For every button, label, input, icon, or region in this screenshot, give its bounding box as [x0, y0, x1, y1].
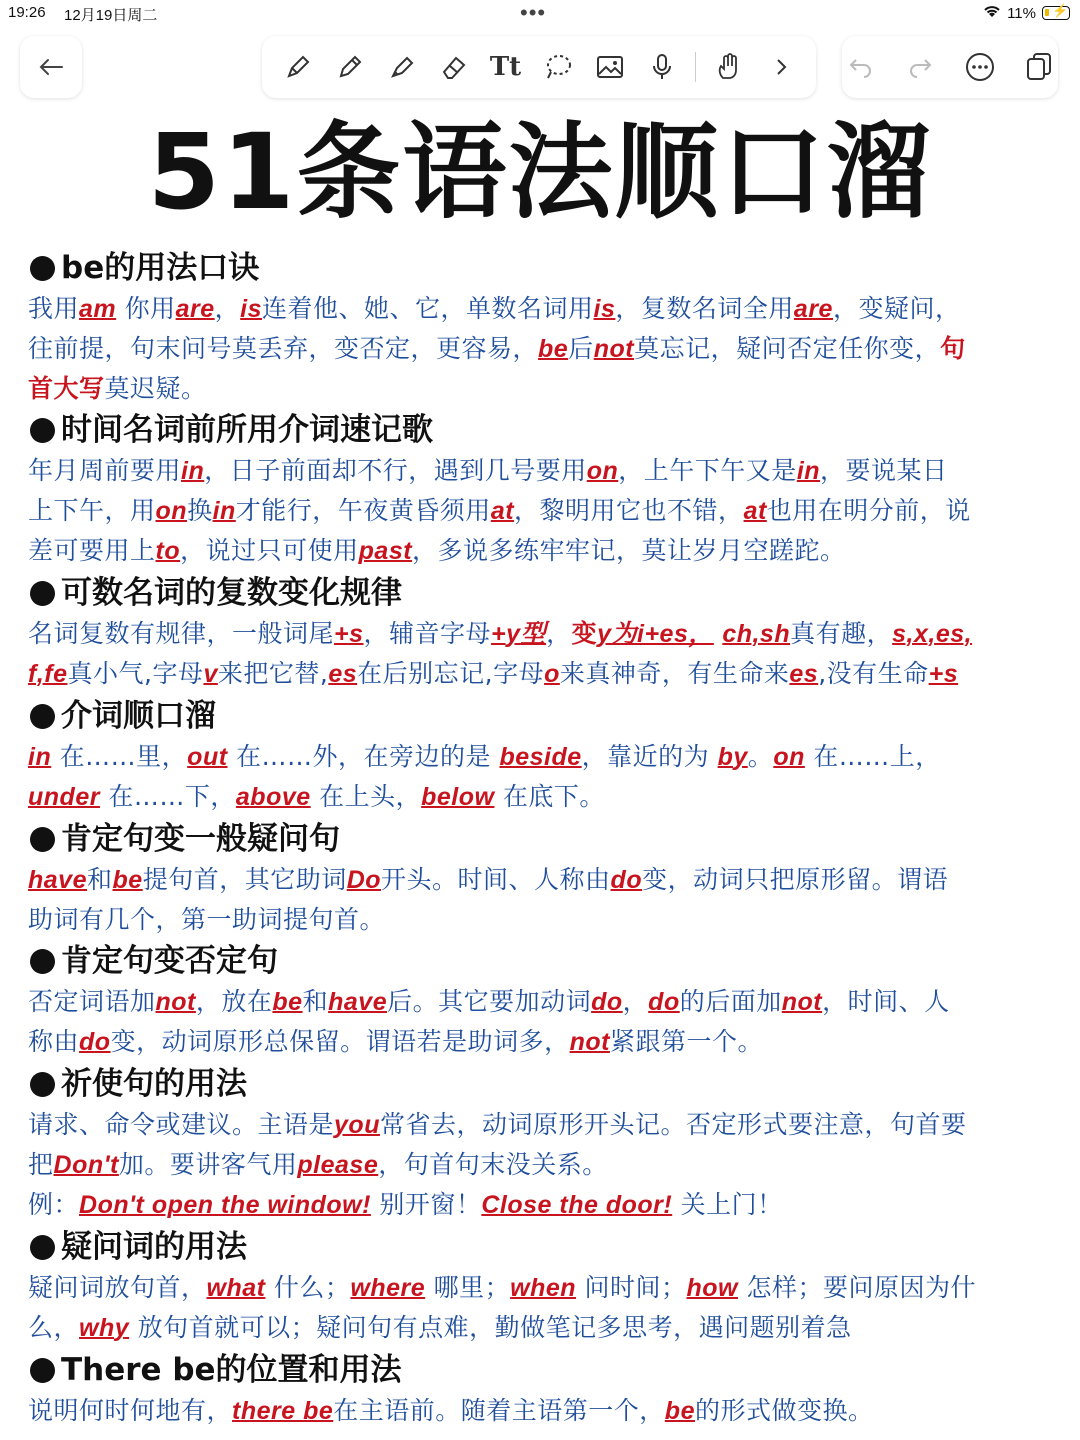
body-text: 变，动词只把原形留。谓语	[642, 865, 949, 894]
section-heading-text: There be的位置和用法	[61, 1352, 402, 1388]
body-text: 变，动词原形总保留。谓语若是助词多，	[110, 1027, 570, 1056]
body-text: 差可要用上	[28, 536, 156, 565]
section-body	[28, 1105, 1058, 1225]
keyword: in	[796, 457, 821, 485]
grammar-section	[28, 696, 1058, 817]
body-text: 和	[302, 987, 329, 1016]
section-heading	[28, 248, 1058, 289]
grammar-section	[28, 819, 1058, 939]
body-text: 的后面加	[679, 987, 782, 1016]
section-body	[28, 451, 1058, 571]
body-text: 在后别忘记,字母	[357, 659, 545, 688]
body-text: 紧跟第一个。	[609, 1027, 763, 1056]
keyword: in	[181, 457, 205, 485]
keyword: out	[187, 743, 228, 771]
section-heading	[28, 1064, 1058, 1105]
body-text: 关上门！	[672, 1190, 783, 1219]
keyword: on	[773, 743, 805, 771]
body-text: ，时间、人	[822, 987, 950, 1016]
section-body	[28, 982, 1058, 1062]
keyword: be	[664, 1397, 695, 1425]
status-time: 19:26	[8, 4, 46, 21]
pages-icon[interactable]	[1021, 48, 1059, 86]
keyword: have	[28, 866, 87, 894]
body-text: 问时间；	[576, 1273, 687, 1302]
back-arrow-icon	[32, 48, 70, 86]
body-text: ，靠近的为	[581, 742, 718, 771]
body-line	[28, 860, 1058, 900]
body-text: 放句首就可以；疑问句有点难，勤做笔记多思考，遇问题别着急	[129, 1313, 852, 1342]
keyword: what	[206, 1274, 266, 1302]
body-text: 和	[86, 865, 113, 894]
grammar-section	[28, 1350, 1058, 1431]
body-text: ，辅音字母	[363, 619, 492, 648]
keyword: do	[591, 988, 623, 1016]
section-body	[28, 1391, 1058, 1431]
toolbar	[0, 36, 1080, 100]
body-text: 真有趣，	[790, 619, 893, 648]
bullet-icon	[30, 1358, 55, 1383]
keyword: under	[28, 783, 100, 811]
keyword: do	[79, 1028, 111, 1056]
body-text: 在……里，	[51, 742, 188, 771]
keyword: in	[28, 743, 52, 771]
keyword: on	[586, 457, 619, 485]
section-heading	[28, 1350, 1058, 1391]
microphone-icon[interactable]	[643, 48, 681, 86]
keyword: please	[297, 1151, 379, 1179]
bullet-icon	[30, 1072, 55, 1097]
keyword: past	[358, 537, 413, 565]
bullet-icon	[30, 949, 55, 974]
keyword: by	[717, 743, 748, 771]
keyword: not	[781, 988, 823, 1016]
keyword: how	[686, 1274, 738, 1302]
keyword: be	[112, 866, 143, 894]
note-content	[28, 248, 1058, 1433]
body-text: 的形式做变换。	[694, 1396, 874, 1425]
keyword: do	[648, 988, 680, 1016]
eraser-icon[interactable]	[435, 48, 473, 86]
body-text: 名词复数有规律，一般词尾	[28, 619, 335, 648]
body-text: 在……外，在旁边的是	[227, 742, 500, 771]
body-line	[28, 1391, 1058, 1431]
body-line	[28, 1022, 1058, 1062]
pencil-icon[interactable]	[331, 48, 369, 86]
body-text: 称由	[28, 1027, 80, 1056]
hand-icon[interactable]	[710, 48, 748, 86]
body-line	[28, 614, 1058, 654]
body-text: 加。要讲客气用	[118, 1150, 298, 1179]
body-text: ，变疑问，	[832, 294, 961, 323]
grammar-section	[28, 248, 1058, 408]
grammar-section	[28, 941, 1058, 1062]
body-text: 后。其它要加动词	[387, 987, 592, 1016]
grammar-section	[28, 1064, 1058, 1225]
body-text: ，说过只可使用	[180, 536, 359, 565]
body-text: 哪里；	[425, 1273, 511, 1302]
battery-icon: ⚡	[1042, 6, 1070, 20]
body-text: 来把它替,	[217, 659, 329, 688]
body-text: 别开窗！	[370, 1190, 482, 1219]
grammar-section	[28, 573, 1058, 694]
body-text: 在……下，	[99, 782, 236, 811]
body-text: 真小气,字母	[67, 659, 204, 688]
body-line	[28, 1145, 1058, 1185]
section-heading-text: 祈使句的用法	[61, 1066, 247, 1102]
body-text: 你用	[116, 294, 176, 323]
text-icon[interactable]: Tt	[489, 52, 522, 82]
body-text: 莫迟疑。	[104, 374, 207, 403]
keyword: es	[789, 660, 819, 688]
body-text: ,没有生命	[818, 659, 929, 688]
status-right	[983, 4, 1070, 22]
bullet-icon	[30, 704, 55, 729]
section-body	[28, 737, 1058, 817]
body-text: 么，	[28, 1313, 80, 1342]
section-body	[28, 289, 1058, 408]
body-text: ，	[622, 987, 649, 1016]
redo-icon[interactable]	[902, 48, 940, 86]
body-text: ，复数名词全用	[615, 294, 794, 323]
keyword: not	[155, 988, 196, 1016]
keyword: do	[610, 866, 643, 894]
body-text: ，多说多练牢牢记，莫让岁月空蹉跎。	[412, 536, 846, 565]
body-text: 也用在明分前，说	[766, 496, 971, 525]
body-text: 疑问词放句首，	[28, 1273, 207, 1302]
section-body	[28, 614, 1058, 694]
body-text: 把	[28, 1150, 54, 1179]
body-line	[28, 531, 1058, 571]
keyword: below	[421, 783, 495, 811]
keyword: f,fe	[28, 660, 68, 688]
keyword: Don't open the window!	[79, 1191, 371, 1219]
bullet-icon	[30, 418, 55, 443]
body-text: ，	[546, 619, 572, 648]
chevron-right-icon[interactable]	[762, 48, 800, 86]
section-heading-text: be的用法口诀	[61, 250, 260, 286]
keyword: is	[593, 295, 616, 323]
body-text: 否定词语加	[28, 987, 156, 1016]
body-text: 来真神奇，有生命来	[559, 659, 790, 688]
keyword: +y型	[491, 620, 547, 648]
body-text: ，	[214, 294, 241, 323]
keyword: are	[793, 295, 833, 323]
body-line	[28, 491, 1058, 531]
section-heading	[28, 573, 1058, 614]
body-line	[28, 654, 1058, 694]
body-line	[28, 289, 1058, 329]
keyword: Close the door!	[481, 1191, 673, 1219]
keyword: at	[490, 497, 515, 525]
section-heading-text: 时间名词前所用介词速记歌	[61, 412, 433, 448]
body-text: 在……上，	[804, 742, 941, 771]
lasso-icon[interactable]	[539, 48, 577, 86]
body-text: 提句首，其它助词	[142, 865, 347, 894]
body-line	[28, 900, 1058, 939]
body-line	[28, 1105, 1058, 1145]
body-text: 。	[747, 742, 774, 771]
status-date: 12月19日周二	[64, 7, 158, 24]
keyword: above	[235, 783, 311, 811]
bullet-icon	[30, 581, 55, 606]
section-body	[28, 860, 1058, 939]
body-text: 莫忘记，疑问否定任你变，	[634, 334, 941, 363]
grammar-section	[28, 410, 1058, 571]
body-text: ，要说某日	[820, 456, 948, 485]
section-heading-text: 介词顺口溜	[61, 698, 216, 734]
highlight-text: 首大写	[28, 374, 105, 403]
keyword: why	[79, 1314, 130, 1342]
highlight-text: 变	[571, 619, 598, 648]
body-text: 说明何时何地有，	[28, 1396, 233, 1425]
body-text: 上下午，用	[28, 496, 156, 525]
grammar-section	[28, 1227, 1058, 1348]
body-text: ，上午下午又是	[618, 456, 797, 485]
body-text: 后	[568, 334, 594, 363]
keyword: are	[175, 295, 215, 323]
keyword: Don't	[53, 1151, 119, 1179]
bullet-icon	[30, 256, 55, 281]
image-icon[interactable]	[591, 48, 629, 86]
body-text: ，放在	[195, 987, 273, 1016]
keyword: Do	[346, 866, 382, 894]
keyword: s,x,es,	[892, 620, 973, 648]
keyword: to	[155, 537, 181, 565]
body-text: 常省去，动词原形开头记。否定形式要注意，句首要	[379, 1110, 967, 1139]
document-actions	[842, 36, 1058, 98]
section-heading	[28, 410, 1058, 451]
keyword: v	[203, 660, 218, 688]
keyword: not	[593, 335, 635, 363]
body-text: 请求、命令或建议。主语是	[28, 1110, 335, 1139]
keyword: be	[272, 988, 303, 1016]
keyword: is	[240, 295, 263, 323]
keyword: where	[350, 1274, 426, 1302]
body-text: 连着他、她、它，单数名词用	[262, 294, 594, 323]
body-text: ，句首句末没关系。	[378, 1150, 608, 1179]
body-text: 换	[187, 496, 213, 525]
body-text: 例：	[28, 1190, 80, 1219]
keyword: at	[743, 497, 767, 525]
status-bar	[0, 0, 1080, 28]
undo-icon[interactable]	[842, 48, 880, 86]
highlight-text: 句	[940, 334, 966, 363]
body-text: 开头。时间、人称由	[381, 865, 611, 894]
keyword: ch,sh	[722, 620, 791, 648]
multitask-dots[interactable]: •••	[520, 0, 547, 25]
keyword: y为i+es，	[597, 620, 714, 648]
body-text: 怎样；要问原因为什	[738, 1273, 976, 1302]
section-heading	[28, 941, 1058, 982]
keyword: on	[155, 497, 188, 525]
wifi-icon	[983, 4, 1001, 22]
keyword: have	[328, 988, 388, 1016]
keyword: when	[510, 1274, 577, 1302]
toolbar-divider	[695, 52, 696, 82]
section-body	[28, 1268, 1058, 1348]
keyword: +s	[334, 620, 364, 648]
keyword: in	[212, 497, 236, 525]
body-line	[28, 1185, 1058, 1225]
body-text: 什么；	[265, 1273, 351, 1302]
body-text: 在底下。	[494, 782, 605, 811]
body-text: 我用	[28, 294, 80, 323]
keyword: es	[328, 660, 358, 688]
keyword: am	[79, 295, 117, 323]
keyword: you	[334, 1111, 380, 1139]
body-text: 年月周前要用	[28, 456, 182, 485]
body-text: ，日子前面却不行，遇到几号要用	[204, 456, 587, 485]
pen-icon[interactable]	[279, 48, 317, 86]
body-text: 才能行，午夜黄昏须用	[235, 496, 491, 525]
body-text: ，黎明用它也不错，	[514, 496, 744, 525]
keyword: o	[544, 660, 560, 688]
section-heading	[28, 1227, 1058, 1268]
keyword: be	[538, 335, 569, 363]
body-line	[28, 982, 1058, 1022]
section-heading	[28, 819, 1058, 860]
more-icon[interactable]	[961, 48, 999, 86]
keyword: not	[569, 1028, 610, 1056]
bullet-icon	[30, 827, 55, 852]
back-button[interactable]	[20, 36, 82, 98]
highlighter-icon[interactable]	[383, 48, 421, 86]
keyword: +s	[928, 660, 959, 688]
body-line	[28, 737, 1058, 777]
section-heading-text: 疑问词的用法	[61, 1229, 247, 1265]
body-text: 在上头，	[310, 782, 422, 811]
bullet-icon	[30, 1235, 55, 1260]
body-line	[28, 1268, 1058, 1308]
body-text: 往前提，句末问号莫丢弃，变否定，更容易，	[28, 334, 539, 363]
battery-percent: 11%	[1007, 4, 1036, 22]
section-heading-text: 肯定句变一般疑问句	[61, 821, 340, 857]
body-text: 助词有几个，第一助词提句首。	[28, 905, 386, 934]
body-line	[28, 369, 1058, 408]
drawing-tools	[262, 36, 816, 98]
keyword: there be	[232, 1397, 334, 1425]
body-line	[28, 451, 1058, 491]
section-heading	[28, 696, 1058, 737]
section-heading-text: 可数名词的复数变化规律	[61, 575, 402, 611]
body-line	[28, 1308, 1058, 1348]
body-line	[28, 329, 1058, 369]
keyword: beside	[499, 743, 582, 771]
body-line	[28, 777, 1058, 817]
body-text: 在主语前。随着主语第一个，	[333, 1396, 665, 1425]
page-title: 51条语法顺口溜	[147, 111, 933, 233]
section-heading-text: 肯定句变否定句	[61, 943, 278, 979]
